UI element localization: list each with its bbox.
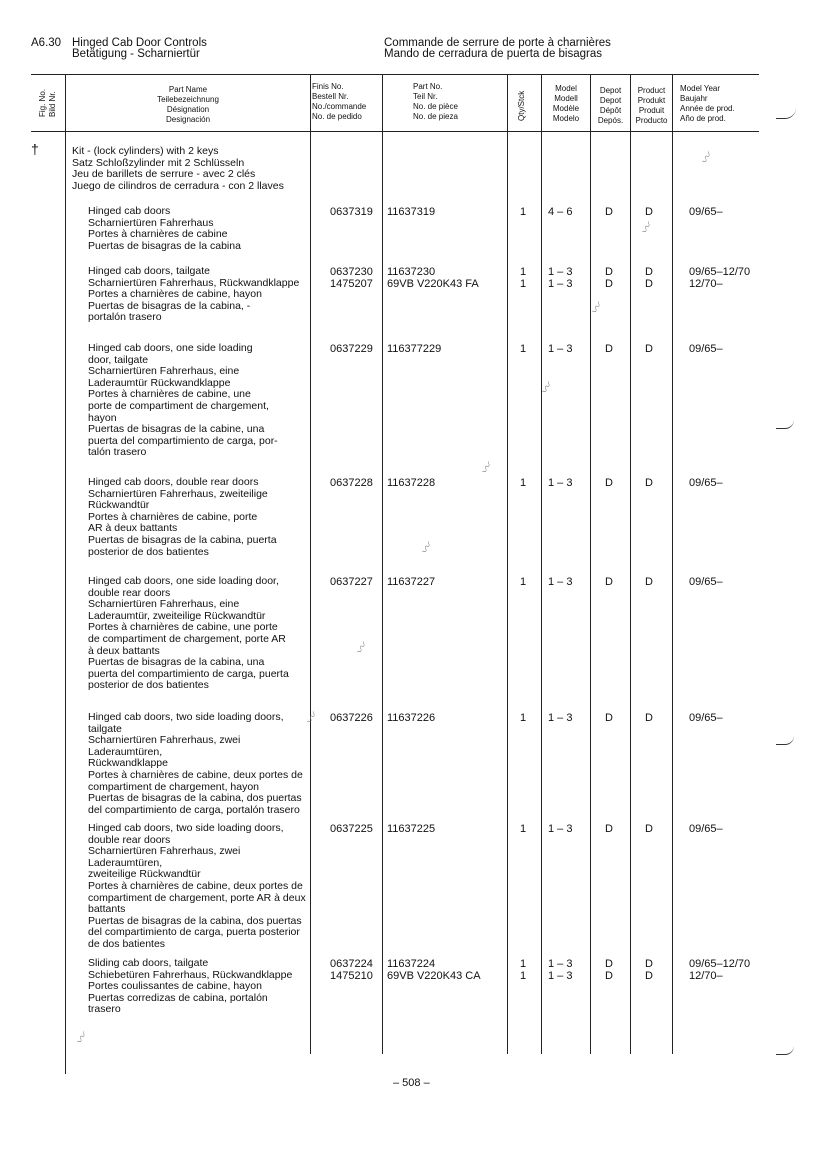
depot-code xyxy=(605,958,613,982)
quantity-value: 1 xyxy=(520,278,527,290)
depot-code xyxy=(605,823,613,835)
description-line: Portes à charnières de cabine, une porte xyxy=(88,621,278,634)
part-description xyxy=(88,206,310,252)
part-number-value: 11637225 xyxy=(387,823,436,835)
depot-code-value: D xyxy=(605,278,613,290)
description-line: Puertas de bisagras de la cabina, puerta xyxy=(88,533,277,546)
part-number-value: 11637230 xyxy=(387,266,436,278)
description-line: Rückwandtür xyxy=(88,499,150,512)
finis-number-value: 0637225 xyxy=(330,823,373,835)
quantity-value: 1 xyxy=(520,576,527,588)
depot-code-value: D xyxy=(605,266,613,278)
model-range-value: 1 – 3 xyxy=(548,970,573,982)
col-divider xyxy=(590,74,591,1054)
part-number xyxy=(387,206,435,218)
finis-number-value: 0637229 xyxy=(330,343,373,355)
description-line: Scharniertüren Fahrerhaus, zwei Laderaumtüren, xyxy=(88,845,241,869)
quantity-value: 1 xyxy=(520,477,527,489)
col-bild-nr: Bild Nr. xyxy=(48,91,57,117)
col-product: Product Produkt Produit Producto xyxy=(635,86,668,125)
description-line: Portes a charnières de cabine, hayon xyxy=(88,288,262,301)
description-line: Hinged cab doors xyxy=(88,205,171,217)
depot-code xyxy=(605,712,613,724)
model-range xyxy=(548,576,572,588)
description-line: Portes à charnières de cabine, porte xyxy=(88,510,258,523)
model-range xyxy=(548,477,572,489)
description-line: Puertas de bisagras de la cabina xyxy=(88,239,241,252)
model-year xyxy=(689,958,750,982)
part-description xyxy=(88,712,310,816)
quantity xyxy=(520,823,526,835)
col-model: Model Modell Modèle Modelo xyxy=(552,84,580,123)
col-depot: Depot Depot Dépôt Depós. xyxy=(597,86,624,125)
quantity-value: 1 xyxy=(520,970,527,982)
product-code-value: D xyxy=(645,343,653,355)
description-line: Laderaumtür Rückwandklappe xyxy=(88,376,231,389)
kit-marker: † xyxy=(31,141,39,157)
description-line: Puertas de bisagras de la cabine, una xyxy=(88,423,265,436)
part-number-value: 11637226 xyxy=(387,712,436,724)
product-code xyxy=(645,712,653,724)
description-line: battants xyxy=(88,903,126,916)
finis-number-value: 0637227 xyxy=(330,576,373,588)
part-number-value: 11637319 xyxy=(387,206,436,218)
quantity xyxy=(520,477,526,489)
col-divider xyxy=(630,74,631,1054)
depot-code xyxy=(605,206,613,218)
table-header-rule xyxy=(31,131,759,132)
description-line: de dos batientes xyxy=(88,937,166,950)
depot-code-value: D xyxy=(605,823,613,835)
description-line: Scharniertüren Fahrerhaus, zwei Laderaumtüren, xyxy=(88,734,241,758)
model-year xyxy=(689,712,723,724)
punch-mark xyxy=(776,1046,794,1055)
model-year xyxy=(689,823,723,835)
model-range-value: 1 – 3 xyxy=(548,343,573,355)
finis-number-value: 0637319 xyxy=(330,206,373,218)
description-line: AR à deux battants xyxy=(88,522,178,535)
description-line: puerta del compartimiento de carga, por- xyxy=(88,434,278,447)
description-line: door, tailgate xyxy=(88,353,149,366)
description-line: Portes à charnières de cabine, deux portes de xyxy=(88,768,303,781)
model-year-value: 09/65– xyxy=(689,823,723,835)
description-line: del compartimiento de carga, puerta posterior xyxy=(88,926,300,939)
part-description xyxy=(88,266,310,324)
title-german: Betätigung - Scharniertür xyxy=(72,48,200,60)
description-line: Scharniertüren Fahrerhaus, Rückwandklappe xyxy=(88,276,300,289)
description-line: Scharniertüren Fahrerhaus, eine xyxy=(88,365,240,378)
description-line: hayon xyxy=(88,411,117,424)
description-line: compartiment de chargement, hayon xyxy=(88,780,260,793)
model-year xyxy=(689,206,723,218)
product-code xyxy=(645,576,653,588)
description-line: posterior de dos batientes xyxy=(88,679,209,692)
quantity-value: 1 xyxy=(520,712,527,724)
finis-number xyxy=(330,823,373,835)
description-line: trasero xyxy=(88,1003,121,1016)
model-year xyxy=(689,477,723,489)
description-line: Puertas de bisagras de la cabina, dos puertas xyxy=(88,792,302,805)
finis-number xyxy=(330,958,373,982)
col-part-name: Part Name Teilebezeichnung Désignation Designación xyxy=(157,85,219,124)
product-code xyxy=(645,958,653,982)
description-line: Portes coulissantes de cabine, hayon xyxy=(88,980,262,993)
part-number xyxy=(387,576,435,588)
part-number xyxy=(387,343,441,355)
part-description xyxy=(88,343,310,459)
description-line: Puertas de bisagras de la cabina, - xyxy=(88,299,251,312)
finis-number-value: 1475210 xyxy=(330,970,373,982)
depot-code-value: D xyxy=(605,477,613,489)
model-range-value: 1 – 3 xyxy=(548,278,573,290)
model-range xyxy=(548,958,572,982)
description-line: Hinged cab doors, tailgate xyxy=(88,265,210,277)
description-line: Laderaumtür, zweiteilige Rückwandtür xyxy=(88,609,266,622)
depot-code xyxy=(605,477,613,489)
description-line: posterior de dos batientes xyxy=(88,545,209,558)
model-year-value: 09/65– xyxy=(689,206,723,218)
description-line: Puertas corredizas de cabina, portalón xyxy=(88,991,268,1004)
depot-code-value: D xyxy=(605,343,613,355)
description-line: Hinged cab doors, one side loading door, xyxy=(88,575,279,587)
quantity xyxy=(520,206,526,218)
description-line: double rear doors xyxy=(88,833,171,846)
col-divider xyxy=(507,74,508,1054)
quantity-value: 1 xyxy=(520,343,527,355)
product-code-value: D xyxy=(645,278,653,290)
part-number xyxy=(387,266,479,290)
product-code xyxy=(645,343,653,355)
part-number-value: 69VB V220K43 CA xyxy=(387,970,481,982)
description-line: Sliding cab doors, tailgate xyxy=(88,957,209,969)
description-line: double rear doors xyxy=(88,586,171,599)
quantity-value: 1 xyxy=(520,823,527,835)
depot-code xyxy=(605,266,613,290)
page-number: – 508 – xyxy=(393,1077,430,1089)
quantity-value: 1 xyxy=(520,958,527,970)
quantity xyxy=(520,712,526,724)
finis-number-value: 0637224 xyxy=(330,958,373,970)
description-line: Hinged cab doors, double rear doors xyxy=(88,476,259,488)
description-line: Schiebetüren Fahrerhaus, Rückwandklappe xyxy=(88,968,293,981)
product-code-value: D xyxy=(645,958,653,970)
description-line: Scharniertüren Fahrerhaus, eine xyxy=(88,598,240,611)
col-qty: Qty/Stck xyxy=(517,90,526,121)
col-fig-no: Fig. No. xyxy=(38,88,47,117)
model-year-value: 09/65– xyxy=(689,343,723,355)
product-code-value: D xyxy=(645,266,653,278)
description-line: zweiteilige Rückwandtür xyxy=(88,868,201,881)
finis-number xyxy=(330,266,373,290)
col-finis-no: Finis No. Bestell Nr. No./commande No. de pedido xyxy=(312,82,367,121)
col-model-year: Model Year Baujahr Année de prod. Año de prod. xyxy=(680,84,735,123)
punch-mark xyxy=(776,108,796,119)
col-divider xyxy=(672,74,673,1054)
model-range xyxy=(548,206,572,218)
finis-number-value: 1475207 xyxy=(330,278,373,290)
punch-mark xyxy=(776,736,794,745)
description-line: Scharniertüren Fahrerhaus xyxy=(88,216,214,229)
product-code xyxy=(645,266,653,290)
product-code xyxy=(645,206,653,218)
finis-number xyxy=(330,343,373,355)
product-code xyxy=(645,823,653,835)
quantity-value: 1 xyxy=(520,206,527,218)
title-english: Hinged Cab Door Controls xyxy=(72,37,207,49)
description-line: Portes à charnières de cabine xyxy=(88,228,228,241)
quantity xyxy=(520,266,526,290)
title-spanish: Mando de cerradura de puerta de bisagras xyxy=(384,48,603,60)
description-line: de compartiment de chargement, porte AR xyxy=(88,632,286,645)
part-number-value: 11637224 xyxy=(387,958,436,970)
description-line: talón trasero xyxy=(88,446,147,459)
model-range-value: 1 – 3 xyxy=(548,823,573,835)
product-code-value: D xyxy=(645,712,653,724)
depot-code-value: D xyxy=(605,712,613,724)
description-line: Portes à charnières de cabine, deux portes de xyxy=(88,879,303,892)
description-line: Rückwandklappe xyxy=(88,757,168,770)
product-code-value: D xyxy=(645,206,653,218)
col-divider xyxy=(382,74,383,1054)
model-year-value: 09/65–12/70 xyxy=(689,266,751,278)
col-part-no: Part No. Teil Nr. No. de pièce No. de pieza xyxy=(413,82,458,121)
model-range-value: 1 – 3 xyxy=(548,576,573,588)
quantity xyxy=(520,343,526,355)
part-description xyxy=(88,823,310,951)
product-code xyxy=(645,477,653,489)
part-number xyxy=(387,823,435,835)
col-divider xyxy=(310,74,311,1054)
finis-number xyxy=(330,206,373,218)
finis-number xyxy=(330,576,373,588)
description-line: Puertas de bisagras de la cabina, dos puertas xyxy=(88,914,302,927)
quantity-value: 1 xyxy=(520,266,527,278)
product-code-value: D xyxy=(645,823,653,835)
title-french: Commande de serrure de porte à charnières xyxy=(384,37,611,49)
model-range-value: 1 – 3 xyxy=(548,958,573,970)
model-year-value: 09/65–12/70 xyxy=(689,958,751,970)
model-range-value: 1 – 3 xyxy=(548,477,573,489)
product-code-value: D xyxy=(645,477,653,489)
product-code-value: D xyxy=(645,576,653,588)
model-year-value: 09/65– xyxy=(689,477,723,489)
description-line: Scharniertüren Fahrerhaus, zweiteilige xyxy=(88,487,268,500)
quantity xyxy=(520,576,526,588)
description-line: portalón trasero xyxy=(88,311,162,324)
part-description xyxy=(88,477,310,558)
model-range xyxy=(548,823,572,835)
model-year-value: 09/65– xyxy=(689,576,723,588)
model-year xyxy=(689,343,723,355)
description-line: à deux battants xyxy=(88,644,160,657)
finis-number xyxy=(330,712,373,724)
model-year xyxy=(689,576,723,588)
description-line: Hinged cab doors, two side loading doors, xyxy=(88,711,284,723)
part-description xyxy=(88,576,310,692)
model-range-value: 1 – 3 xyxy=(548,712,573,724)
description-line: Hinged cab doors, two side loading doors, xyxy=(88,822,284,834)
part-number xyxy=(387,712,435,724)
part-number xyxy=(387,477,435,489)
depot-code xyxy=(605,576,613,588)
description-line: puerta del compartimiento de carga, puerta xyxy=(88,667,289,680)
description-line: Hinged cab doors, one side loading xyxy=(88,342,253,354)
depot-code-value: D xyxy=(605,970,613,982)
part-number-value: 11637227 xyxy=(387,576,436,588)
depot-code-value: D xyxy=(605,576,613,588)
description-line: compartiment de chargement, porte AR à deux xyxy=(88,891,306,904)
punch-mark xyxy=(776,420,794,429)
part-number-value: 116377229 xyxy=(387,343,442,355)
product-code-value: D xyxy=(645,970,653,982)
model-range xyxy=(548,343,572,355)
part-number-value: 69VB V220K43 FA xyxy=(387,278,479,290)
model-range-value: 4 – 6 xyxy=(548,206,573,218)
depot-code-value: D xyxy=(605,958,613,970)
description-line: del compartimiento de carga, portalón trasero xyxy=(88,803,300,816)
model-year-value: 09/65– xyxy=(689,712,723,724)
depot-code xyxy=(605,343,613,355)
model-year-value: 12/70– xyxy=(689,278,723,290)
model-range xyxy=(548,712,572,724)
part-number xyxy=(387,958,481,982)
col-divider xyxy=(65,74,66,1074)
part-description xyxy=(88,958,310,1016)
description-line: Portes à charnières de cabine, une xyxy=(88,388,251,401)
description-line: porte de compartiment de chargement, xyxy=(88,399,269,412)
table-top-rule xyxy=(31,74,759,75)
finis-number-value: 0637230 xyxy=(330,266,373,278)
part-number-value: 11637228 xyxy=(387,477,436,489)
description-line: Puertas de bisagras de la cabina, una xyxy=(88,656,265,669)
model-year xyxy=(689,266,750,290)
model-range-value: 1 – 3 xyxy=(548,266,573,278)
col-divider xyxy=(541,74,542,1054)
quantity xyxy=(520,958,526,982)
section-number: A6.30 xyxy=(31,37,62,49)
model-year-value: 12/70– xyxy=(689,970,723,982)
kit-heading: Kit - (lock cylinders) with 2 keys Satz Schloßzylinder mit 2 Schlüsseln Jeu de barillets de serrure - avec 2 clés Juego de cilindros de cerradura - con 2 llaves xyxy=(72,145,284,192)
finis-number-value: 0637228 xyxy=(330,477,373,489)
model-range xyxy=(548,266,572,290)
finis-number xyxy=(330,477,373,489)
depot-code-value: D xyxy=(605,206,613,218)
finis-number-value: 0637226 xyxy=(330,712,373,724)
description-line: tailgate xyxy=(88,722,122,735)
